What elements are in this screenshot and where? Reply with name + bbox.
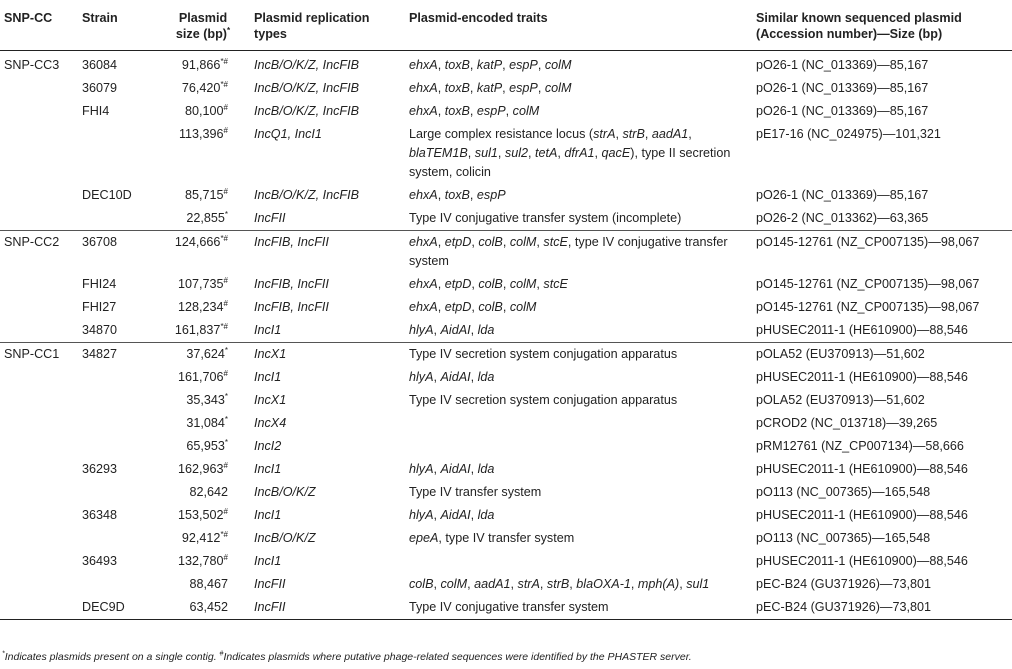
- table-row: [0, 273, 1012, 296]
- cell-similar-plasmid: pO145-12761 (NZ_CP007135)—98,067: [756, 299, 980, 314]
- size-value: 22,855: [186, 210, 225, 225]
- cell-traits: [405, 435, 752, 458]
- cell-similar-plasmid: pO145-12761 (NZ_CP007135)—98,067: [756, 276, 980, 291]
- cell-plasmid-size: [156, 435, 250, 458]
- size-value: 82,642: [189, 484, 228, 499]
- cell-strain: 36493: [82, 553, 118, 568]
- cell-plasmid-size: [156, 184, 250, 207]
- table-row: [0, 481, 1012, 504]
- cell-plasmid-size: [156, 366, 250, 389]
- cell-traits: [405, 550, 752, 573]
- header-size-line2: size (bp): [175, 27, 227, 41]
- cell-replication-type: IncX4: [254, 415, 287, 430]
- table-row: [0, 458, 1012, 481]
- cell-strain: [78, 123, 156, 184]
- cell-traits: colB, colM, aadA1, strA, strB, blaOXA-1, mph(A), sul1: [409, 576, 710, 591]
- cell-similar-plasmid: pCROD2 (NC_013718)—39,265: [756, 415, 938, 430]
- cell-snpcc: [0, 100, 78, 123]
- cell-strain: FHI4: [82, 103, 110, 118]
- cell-replication-type: IncQ1, IncI1: [254, 126, 322, 141]
- size-value: 92,412: [181, 530, 221, 545]
- cell-similar-plasmid: pOLA52 (EU370913)—51,602: [752, 342, 1012, 366]
- cell-similar-plasmid: pRM12761 (NZ_CP007134)—58,666: [756, 438, 964, 453]
- cell-traits: Type IV secretion system conjugation apparatus: [409, 392, 678, 407]
- cell-plasmid-size: [156, 481, 250, 504]
- cell-strain: DEC10D: [82, 187, 132, 202]
- table-row: [0, 389, 1012, 412]
- cell-snpcc: [0, 207, 78, 231]
- footnote-symbol-hash: #: [219, 650, 224, 658]
- size-marker: #: [223, 506, 228, 516]
- cell-strain: FHI27: [82, 299, 117, 314]
- cell-strain: 36079: [82, 80, 118, 95]
- cell-plasmid-size: [156, 550, 250, 573]
- table-row: [0, 573, 1012, 596]
- cell-similar-plasmid: pO26-1 (NC_013369)—85,167: [756, 103, 929, 118]
- header-snpcc: SNP-CC: [4, 11, 53, 25]
- header-row: [0, 0, 1012, 50]
- cell-replication-type: IncFIB, IncFII: [254, 276, 329, 291]
- table-row: [0, 366, 1012, 389]
- cell-replication-type: IncB/O/K/Z: [254, 530, 316, 545]
- cell-plasmid-size: [156, 123, 250, 184]
- size-marker: *#: [220, 79, 228, 89]
- cell-snpcc: [0, 527, 78, 550]
- cell-snpcc: [0, 184, 78, 207]
- cell-plasmid-size: [156, 342, 250, 366]
- cell-similar-plasmid: pHUSEC2011-1 (HE610900)—88,546: [756, 369, 968, 384]
- cell-strain: 34827: [78, 342, 156, 366]
- cell-similar-plasmid: pO26-2 (NC_013362)—63,365: [756, 210, 929, 225]
- cell-traits: hlyA, AidAI, lda: [409, 369, 495, 384]
- table-row: [0, 77, 1012, 100]
- cell-plasmid-size: [156, 77, 250, 100]
- cell-plasmid-size: [156, 50, 250, 77]
- size-value: 31,084: [186, 415, 225, 430]
- size-value: 162,963: [178, 461, 224, 476]
- size-marker: #: [223, 186, 228, 196]
- cell-replication-type: IncB/O/K/Z, IncFIB: [254, 80, 359, 95]
- cell-replication-type: IncI1: [254, 507, 282, 522]
- cell-plasmid-size: [156, 573, 250, 596]
- cell-strain: 36708: [78, 230, 156, 273]
- cell-replication-type: IncFII: [254, 576, 286, 591]
- size-value: 76,420: [181, 80, 221, 95]
- cell-snpcc: [0, 296, 78, 319]
- cell-strain: 36348: [82, 507, 118, 522]
- cell-replication-type: IncFII: [250, 596, 405, 620]
- cell-replication-type: IncB/O/K/Z: [254, 484, 316, 499]
- size-marker: *: [224, 209, 228, 219]
- cell-strain: [78, 207, 156, 231]
- cell-traits: ehxA, etpD, colB, colM, stcE: [409, 276, 568, 291]
- header-sim-line2: (Accession number)—Size (bp): [756, 27, 943, 41]
- cell-similar-plasmid: pOLA52 (EU370913)—51,602: [756, 392, 925, 407]
- cell-strain: [78, 481, 156, 504]
- cell-similar-plasmid: pHUSEC2011-1 (HE610900)—88,546: [756, 322, 968, 337]
- table-body: [0, 50, 1012, 619]
- cell-plasmid-size: [156, 527, 250, 550]
- size-marker: #: [223, 275, 228, 285]
- cell-snpcc: [0, 504, 78, 527]
- size-value: 107,735: [178, 276, 224, 291]
- cell-snpcc: [0, 435, 78, 458]
- cell-replication-type: IncI1: [254, 369, 282, 384]
- header-similar-plasmid: [752, 0, 1012, 50]
- cell-replication-type: IncI1: [254, 461, 282, 476]
- cell-replication-type: IncB/O/K/Z, IncFIB: [254, 103, 359, 118]
- cell-traits: Type IV conjugative transfer system (incomplete): [409, 210, 682, 225]
- cell-plasmid-size: [156, 596, 250, 620]
- cell-replication-type: IncB/O/K/Z, IncFIB: [254, 187, 359, 202]
- cell-similar-plasmid: pHUSEC2011-1 (HE610900)—88,546: [756, 553, 968, 568]
- size-marker: #: [223, 368, 228, 378]
- cell-similar-plasmid: pO145-12761 (NZ_CP007135)—98,067: [752, 230, 1012, 273]
- cell-strain: [78, 366, 156, 389]
- table-row: [0, 527, 1012, 550]
- header-plasmid-size: [156, 0, 250, 50]
- size-marker: #: [223, 125, 228, 135]
- header-size-line1: Plasmid: [178, 11, 228, 25]
- table-row: [0, 230, 1012, 273]
- cell-strain: [78, 573, 156, 596]
- cell-snpcc: [0, 573, 78, 596]
- table-row: [0, 342, 1012, 366]
- size-value: 85,715: [185, 187, 224, 202]
- size-value: 80,100: [185, 103, 224, 118]
- cell-plasmid-size: [156, 458, 250, 481]
- cell-similar-plasmid: pO113 (NC_007365)—165,548: [756, 484, 931, 499]
- size-value: 113,396: [178, 126, 224, 141]
- footnote: [2, 651, 692, 663]
- cell-plasmid-size: [156, 412, 250, 435]
- size-value: 128,234: [178, 299, 224, 314]
- cell-traits: Type IV secretion system conjugation apparatus: [405, 342, 752, 366]
- cell-similar-plasmid: pO113 (NC_007365)—165,548: [756, 530, 931, 545]
- cell-similar-plasmid: pO26-1 (NC_013369)—85,167: [756, 57, 929, 72]
- cell-replication-type: IncFIB, IncFII: [254, 299, 329, 314]
- size-marker: #: [223, 552, 228, 562]
- size-value: 161,706: [178, 369, 224, 384]
- cell-traits: ehxA, etpD, colB, colM: [409, 299, 537, 314]
- cell-replication-type: IncX1: [254, 392, 287, 407]
- cell-replication-type: IncI1: [254, 553, 282, 568]
- footnote-symbol-star: *: [2, 650, 5, 658]
- cell-similar-plasmid: pEC-B24 (GU371926)—73,801: [756, 576, 932, 591]
- header-sim-line1: Similar known sequenced plasmid: [756, 11, 962, 25]
- header-traits: Plasmid-encoded traits: [409, 11, 548, 25]
- size-value: 88,467: [189, 576, 228, 591]
- cell-plasmid-size: [156, 273, 250, 296]
- header-replication-types: [250, 0, 405, 50]
- cell-traits: hlyA, AidAI, lda: [409, 507, 495, 522]
- cell-snpcc: [0, 481, 78, 504]
- size-marker: *#: [220, 56, 228, 66]
- cell-plasmid-size: [156, 319, 250, 343]
- cell-plasmid-size: [156, 504, 250, 527]
- cell-traits: ehxA, toxB, katP, espP, colM: [409, 57, 572, 72]
- cell-snpcc: SNP-CC2: [0, 230, 78, 273]
- cell-strain: FHI24: [82, 276, 117, 291]
- table-row: [0, 319, 1012, 343]
- cell-snpcc: SNP-CC3: [4, 57, 60, 72]
- cell-similar-plasmid: pE17-16 (NC_024975)—101,321: [756, 126, 941, 141]
- cell-plasmid-size: [156, 100, 250, 123]
- cell-traits: Type IV transfer system: [409, 484, 542, 499]
- cell-traits: hlyA, AidAI, lda: [409, 461, 495, 476]
- cell-snpcc: [0, 596, 78, 620]
- cell-snpcc: [0, 458, 78, 481]
- header-rep-line1: Plasmid replication: [254, 11, 370, 25]
- size-value: 35,343: [186, 392, 225, 407]
- cell-similar-plasmid: pEC-B24 (GU371926)—73,801: [752, 596, 1012, 620]
- cell-similar-plasmid: pHUSEC2011-1 (HE610900)—88,546: [756, 461, 968, 476]
- size-value: 153,502: [178, 507, 224, 522]
- size-marker: #: [223, 460, 228, 470]
- cell-snpcc: [0, 77, 78, 100]
- cell-traits: ehxA, toxB, espP: [409, 187, 506, 202]
- size-value: 132,780: [178, 553, 224, 568]
- cell-similar-plasmid: pHUSEC2011-1 (HE610900)—88,546: [756, 507, 968, 522]
- size-marker: *: [224, 345, 228, 355]
- cell-traits: ehxA, toxB, katP, espP, colM: [409, 80, 572, 95]
- table-row: [0, 50, 1012, 77]
- cell-traits: Type IV conjugative transfer system: [405, 596, 752, 620]
- cell-replication-type: IncI1: [254, 322, 282, 337]
- table-row: [0, 504, 1012, 527]
- cell-snpcc: [0, 319, 78, 343]
- cell-similar-plasmid: pO26-1 (NC_013369)—85,167: [756, 187, 929, 202]
- table-row: [0, 296, 1012, 319]
- table-row: [0, 412, 1012, 435]
- size-value: 161,837: [174, 322, 221, 337]
- footnote-text-1: Indicates plasmids present on a single contig.: [4, 651, 220, 663]
- size-marker: *: [224, 391, 228, 401]
- cell-strain: [78, 435, 156, 458]
- cell-snpcc: SNP-CC1: [0, 342, 78, 366]
- cell-snpcc: [0, 389, 78, 412]
- cell-plasmid-size: [156, 296, 250, 319]
- cell-snpcc: [0, 273, 78, 296]
- cell-replication-type: IncB/O/K/Z, IncFIB: [254, 57, 359, 72]
- cell-traits: hlyA, AidAI, lda: [409, 322, 495, 337]
- table-row: [0, 100, 1012, 123]
- cell-replication-type: IncFII: [254, 210, 286, 225]
- header-rep-line2: types: [254, 27, 287, 41]
- size-value: 65,953: [186, 438, 225, 453]
- cell-strain: [78, 412, 156, 435]
- cell-replication-type: IncX1: [250, 342, 405, 366]
- size-marker: *#: [220, 529, 228, 539]
- cell-traits: ehxA, etpD, colB, colM, stcE, type IV conjugative transfer system: [405, 230, 752, 273]
- cell-plasmid-size: [156, 389, 250, 412]
- table-row: [0, 596, 1012, 620]
- cell-snpcc: [0, 412, 78, 435]
- table-row: [0, 184, 1012, 207]
- cell-replication-type: IncI2: [254, 438, 282, 453]
- table-row: [0, 123, 1012, 184]
- cell-traits: Large complex resistance locus (strA, strB, aadA1, blaTEM1B, sul1, sul2, tetA, dfrA1, qacE), type II secretion system, colicin: [409, 126, 731, 179]
- cell-traits: epeA, type IV transfer system: [409, 530, 575, 545]
- header-size-sup: *: [226, 25, 231, 35]
- cell-snpcc: [0, 123, 78, 184]
- cell-similar-plasmid: pO26-1 (NC_013369)—85,167: [756, 80, 929, 95]
- cell-strain: [78, 389, 156, 412]
- cell-replication-type: IncFIB, IncFII: [250, 230, 405, 273]
- header-strain: Strain: [82, 11, 118, 25]
- table-row: [0, 435, 1012, 458]
- cell-snpcc: [0, 366, 78, 389]
- cell-strain: DEC9D: [78, 596, 156, 620]
- cell-strain: 34870: [82, 322, 118, 337]
- cell-plasmid-size: [156, 207, 250, 231]
- cell-traits: [405, 412, 752, 435]
- cell-traits: ehxA, toxB, espP, colM: [409, 103, 540, 118]
- cell-plasmid-size: [156, 230, 250, 273]
- cell-snpcc: [0, 550, 78, 573]
- size-value: 63,452: [189, 599, 228, 614]
- size-marker: *#: [220, 233, 228, 243]
- size-marker: *#: [220, 321, 228, 331]
- size-marker: #: [223, 102, 228, 112]
- size-value: 37,624: [186, 346, 225, 361]
- size-marker: *: [224, 414, 228, 424]
- cell-strain: 36293: [82, 461, 118, 476]
- size-marker: #: [223, 298, 228, 308]
- cell-strain: 36084: [82, 57, 118, 72]
- size-value: 91,866: [181, 57, 221, 72]
- table-row: [0, 550, 1012, 573]
- size-value: 124,666: [174, 234, 221, 249]
- footnote-text-2: Indicates plasmids where putative phage-related sequences were identified by the PHASTER server.: [223, 651, 692, 663]
- size-marker: *: [224, 437, 228, 447]
- cell-strain: [78, 527, 156, 550]
- table-row: [0, 207, 1012, 231]
